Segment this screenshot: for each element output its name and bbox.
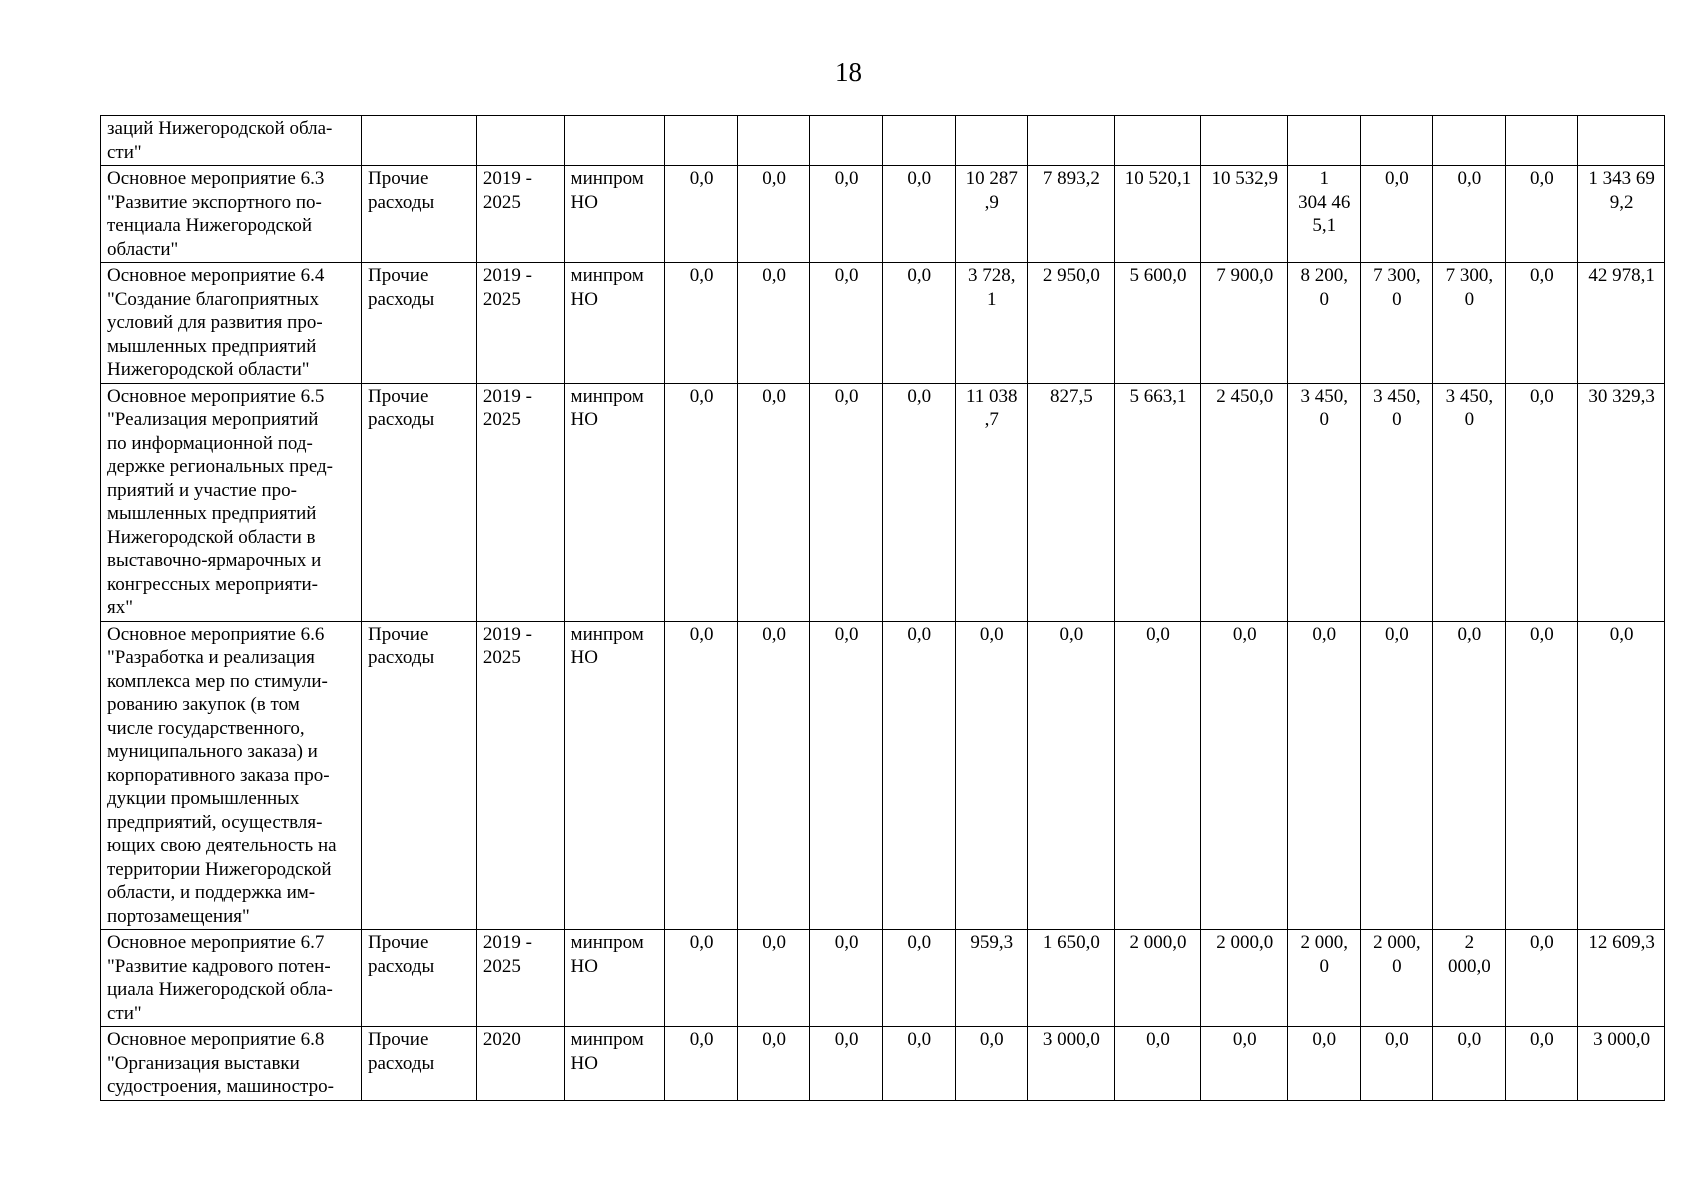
value-cell	[1578, 116, 1665, 166]
value-cell	[1360, 116, 1433, 166]
value-cell: 2 450,0	[1201, 383, 1288, 621]
value-cell: 1 343 69 9,2	[1578, 166, 1665, 263]
period-cell: 2020	[476, 1027, 564, 1101]
value-cell: 827,5	[1028, 383, 1115, 621]
value-cell: 0,0	[1360, 166, 1433, 263]
value-cell: 1 304 46 5,1	[1288, 166, 1361, 263]
value-cell: 0,0	[810, 166, 883, 263]
value-cell: 0,0	[882, 1027, 955, 1101]
table-row	[101, 166, 1665, 263]
value-cell: 7 893,2	[1028, 166, 1115, 263]
value-cell: 0,0	[665, 621, 738, 930]
value-cell: 3 450, 0	[1433, 383, 1506, 621]
value-cell	[737, 116, 810, 166]
value-cell: 3 728, 1	[955, 263, 1028, 384]
value-cell: 11 038 ,7	[955, 383, 1028, 621]
budget-table	[100, 115, 1665, 1101]
table-row	[101, 930, 1665, 1027]
value-cell: 10 520,1	[1114, 166, 1201, 263]
value-cell: 0,0	[955, 1027, 1028, 1101]
value-cell: 0,0	[1578, 621, 1665, 930]
value-cell: 3 450, 0	[1288, 383, 1361, 621]
expense-type-cell: Прочие расходы	[362, 383, 477, 621]
value-cell: 0,0	[810, 383, 883, 621]
value-cell: 0,0	[882, 166, 955, 263]
value-cell: 0,0	[1288, 621, 1361, 930]
activity-name-cell: Основное мероприятие 6.4 "Создание благоприятных условий для развития про- мышленных предприятий Нижегородской области"	[101, 263, 362, 384]
value-cell	[1433, 116, 1506, 166]
table-row	[101, 1027, 1665, 1101]
value-cell: 2 000, 0	[1288, 930, 1361, 1027]
value-cell: 12 609,3	[1578, 930, 1665, 1027]
value-cell	[665, 116, 738, 166]
value-cell: 0,0	[737, 263, 810, 384]
expense-type-cell: Прочие расходы	[362, 166, 477, 263]
value-cell: 0,0	[1433, 1027, 1506, 1101]
value-cell: 0,0	[737, 166, 810, 263]
activity-name-cell: Основное мероприятие 6.3 "Развитие экспортного по- тенциала Нижегородской области"	[101, 166, 362, 263]
value-cell: 5 600,0	[1114, 263, 1201, 384]
value-cell	[1201, 116, 1288, 166]
executor-cell: минпром НО	[564, 263, 665, 384]
activity-name-cell: заций Нижегородской обла- сти"	[101, 116, 362, 166]
period-cell: 2019 - 2025	[476, 383, 564, 621]
value-cell: 0,0	[1360, 1027, 1433, 1101]
executor-cell: минпром НО	[564, 621, 665, 930]
value-cell: 0,0	[1201, 1027, 1288, 1101]
table-row	[101, 621, 1665, 930]
period-cell: 2019 - 2025	[476, 263, 564, 384]
value-cell: 0,0	[882, 263, 955, 384]
value-cell: 0,0	[1505, 621, 1578, 930]
value-cell	[1114, 116, 1201, 166]
executor-cell: минпром НО	[564, 930, 665, 1027]
value-cell: 0,0	[1028, 621, 1115, 930]
value-cell: 30 329,3	[1578, 383, 1665, 621]
value-cell: 0,0	[737, 383, 810, 621]
value-cell: 3 450, 0	[1360, 383, 1433, 621]
executor-cell: минпром НО	[564, 383, 665, 621]
value-cell: 7 300, 0	[1433, 263, 1506, 384]
value-cell: 7 300, 0	[1360, 263, 1433, 384]
page-number: 18	[835, 57, 862, 87]
table-body	[101, 116, 1665, 1101]
period-cell	[476, 116, 564, 166]
value-cell: 0,0	[665, 1027, 738, 1101]
table-row	[101, 383, 1665, 621]
period-cell: 2019 - 2025	[476, 166, 564, 263]
expense-type-cell: Прочие расходы	[362, 930, 477, 1027]
value-cell: 0,0	[882, 621, 955, 930]
value-cell	[1288, 116, 1361, 166]
value-cell: 7 900,0	[1201, 263, 1288, 384]
activity-name-cell: Основное мероприятие 6.6 "Разработка и реализация комплекса мер по стимули- рованию закупок (в том числе государственного, муниципального заказа) и корпоративного заказа про- дукции промышленных предприятий, осуществля- ющих свою деятельность на территории Нижегородской области, и поддержка им- портозамещения"	[101, 621, 362, 930]
value-cell	[1505, 116, 1578, 166]
value-cell: 0,0	[882, 383, 955, 621]
value-cell: 2 000, 0	[1360, 930, 1433, 1027]
value-cell: 5 663,1	[1114, 383, 1201, 621]
value-cell: 0,0	[1114, 621, 1201, 930]
value-cell: 0,0	[1360, 621, 1433, 930]
value-cell	[955, 116, 1028, 166]
value-cell: 2 000,0	[1201, 930, 1288, 1027]
value-cell: 0,0	[737, 621, 810, 930]
value-cell: 0,0	[1505, 1027, 1578, 1101]
activity-name-cell: Основное мероприятие 6.8 "Организация выставки судостроения, машиностро-	[101, 1027, 362, 1101]
value-cell: 0,0	[665, 383, 738, 621]
value-cell: 2 000,0	[1433, 930, 1506, 1027]
value-cell	[1028, 116, 1115, 166]
period-cell: 2019 - 2025	[476, 621, 564, 930]
value-cell: 3 000,0	[1578, 1027, 1665, 1101]
value-cell: 0,0	[1505, 930, 1578, 1027]
value-cell: 0,0	[665, 930, 738, 1027]
table-row	[101, 116, 1665, 166]
value-cell: 2 000,0	[1114, 930, 1201, 1027]
value-cell: 10 532,9	[1201, 166, 1288, 263]
value-cell	[882, 116, 955, 166]
value-cell: 2 950,0	[1028, 263, 1115, 384]
value-cell: 0,0	[1288, 1027, 1361, 1101]
expense-type-cell: Прочие расходы	[362, 621, 477, 930]
expense-type-cell	[362, 116, 477, 166]
value-cell: 0,0	[882, 930, 955, 1027]
executor-cell	[564, 116, 665, 166]
value-cell: 0,0	[955, 621, 1028, 930]
value-cell	[810, 116, 883, 166]
table-row	[101, 263, 1665, 384]
value-cell: 0,0	[1114, 1027, 1201, 1101]
executor-cell: минпром НО	[564, 1027, 665, 1101]
value-cell: 0,0	[810, 1027, 883, 1101]
activity-name-cell: Основное мероприятие 6.5 "Реализация мероприятий по информационной под- держке региональных пред- приятий и участие про- мышленных предприятий Нижегородской области в выставочно-ярмарочных и конгрессных мероприяти- ях"	[101, 383, 362, 621]
value-cell: 0,0	[737, 930, 810, 1027]
value-cell: 3 000,0	[1028, 1027, 1115, 1101]
expense-type-cell: Прочие расходы	[362, 1027, 477, 1101]
value-cell: 10 287 ,9	[955, 166, 1028, 263]
value-cell: 0,0	[1505, 166, 1578, 263]
value-cell: 0,0	[1201, 621, 1288, 930]
value-cell: 0,0	[737, 1027, 810, 1101]
value-cell: 0,0	[810, 263, 883, 384]
value-cell: 8 200, 0	[1288, 263, 1361, 384]
value-cell: 0,0	[665, 263, 738, 384]
value-cell: 0,0	[810, 930, 883, 1027]
value-cell: 1 650,0	[1028, 930, 1115, 1027]
value-cell: 0,0	[810, 621, 883, 930]
period-cell: 2019 - 2025	[476, 930, 564, 1027]
value-cell: 42 978,1	[1578, 263, 1665, 384]
value-cell: 959,3	[955, 930, 1028, 1027]
value-cell: 0,0	[1505, 383, 1578, 621]
executor-cell: минпром НО	[564, 166, 665, 263]
activity-name-cell: Основное мероприятие 6.7 "Развитие кадрового потен- циала Нижегородской обла- сти"	[101, 930, 362, 1027]
value-cell: 0,0	[665, 166, 738, 263]
value-cell: 0,0	[1433, 166, 1506, 263]
value-cell: 0,0	[1505, 263, 1578, 384]
expense-type-cell: Прочие расходы	[362, 263, 477, 384]
value-cell: 0,0	[1433, 621, 1506, 930]
